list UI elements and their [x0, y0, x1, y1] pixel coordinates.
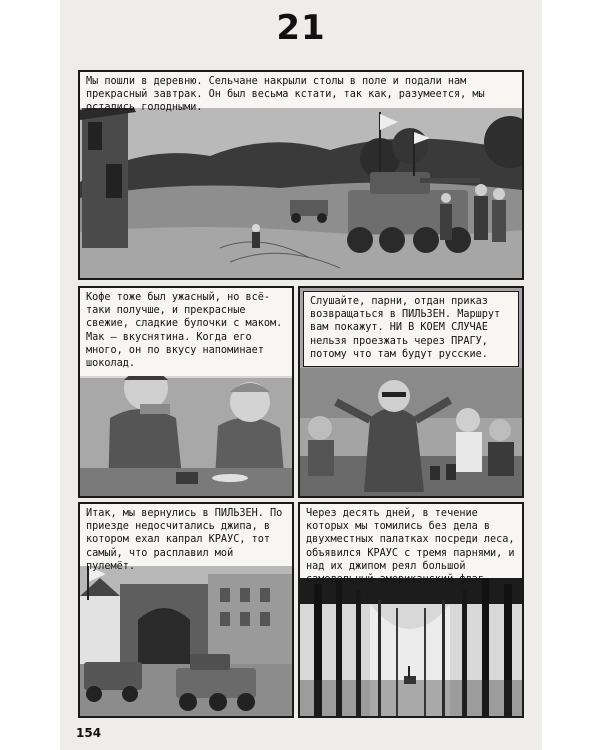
caption-box: Мы пошли в деревню. Сельчане накрыли столы в поле и подали нам прекрасный завтрак. Он был весьма кстати, так как, разумеется, мы остались голодными. — [80, 72, 522, 108]
panel-forest-camp — [298, 502, 524, 718]
comic-page — [60, 0, 542, 750]
caption-box: Через десять дней, в течение которых мы томились без дела в двухместных палатках посреди леса, объявился КРАУС с тремя парнями, и над их джипом реял большой самодельный американский флаг. — [300, 504, 522, 578]
panel-village-breakfast — [78, 70, 524, 280]
chapter-number: 21 — [276, 8, 326, 48]
panel-return-to-pilsen — [78, 502, 294, 718]
panel-soldiers-eating — [78, 286, 294, 498]
caption-box: Итак, мы вернулись в ПИЛЬЗЕН. По приезде недосчитались джипа, в котором ехал капрал КРАУС, тот самый, что расплавил мой пулемёт. — [80, 504, 292, 566]
panel-officer-orders — [298, 286, 524, 498]
caption-box: Кофе тоже был ужасный, но всё-таки получше, и прекрасные свежие, сладкие булочки с маком. Мак – вкуснятина. Когда его много, он по вкусу напоминает шоколад. — [80, 288, 292, 376]
speech-balloon: Слушайте, парни, отдан приказ возвращаться в ПИЛЬЗЕН. Маршрут вам покажут. НИ В КОЕМ СЛУЧАЕ нельзя проезжать через ПРАГУ, потому что там будут русские. — [303, 291, 519, 367]
page-number: 154 — [76, 726, 102, 740]
